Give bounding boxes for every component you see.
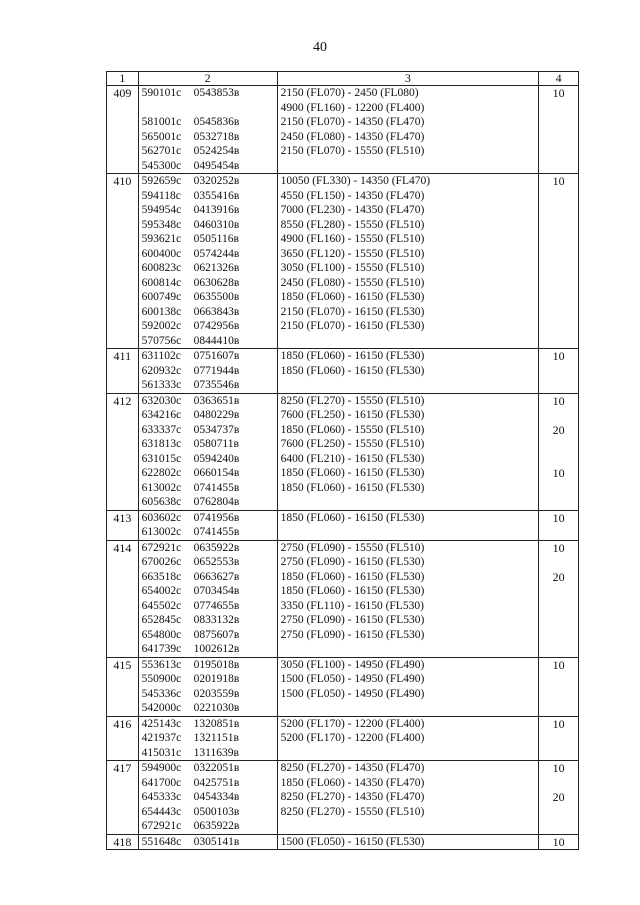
value [539,437,578,452]
coordinate-line [142,599,275,614]
latitude: 654443c [141,805,182,818]
coordinate-line [142,731,275,746]
longitude: 0460310в [193,218,240,231]
longitude: 0621326в [193,262,240,274]
value-cell [539,657,579,716]
latitude: 595348c [141,218,182,231]
longitude: 0635922в [193,820,240,832]
coordinate-line [142,776,275,791]
latitude: 645333c [141,791,182,803]
coordinate-line [142,305,275,320]
altitude-range: 1500 (FL050) - 14950 (FL490) [280,687,425,700]
row-id-cell [107,761,139,835]
coordinate-line [142,790,275,805]
table-row [107,657,579,716]
latitude: 592002c [141,320,182,332]
altitude-range: 2750 (FL090) - 16150 (FL530) [280,628,425,641]
coordinate-line [142,452,275,467]
coordinate-line [142,835,275,850]
coordinate-line [142,687,275,702]
coordinate-line [142,349,275,364]
row-id-cell [107,86,139,174]
longitude: 0771944в [193,364,240,377]
altitude-range: 5200 (FL170) - 12200 (FL400) [280,732,425,744]
coordinate-line [142,290,275,305]
longitude: 0574244в [193,247,240,260]
coordinate-line [142,144,275,159]
row-id: 413 [113,510,132,525]
longitude: 0500103в [193,805,240,818]
latitude: 652845c [141,614,182,626]
altitude-range: 1850 (FL060) - 16150 (FL530) [280,291,425,303]
altitude-range: 1850 (FL060) - 16150 (FL530) [280,467,425,479]
latitude: 633337c [141,423,182,436]
latitude: 581001c [141,116,182,128]
latitude: 663518c [141,570,182,583]
latitude: 594954c [141,204,182,216]
row-id-cell [107,349,139,394]
longitude: 0305141в [193,835,240,848]
longitude: 0203559в [193,687,240,700]
coordinates-cell [138,86,277,174]
value [539,776,578,791]
row-id: 412 [113,393,132,408]
coordinate-line [142,189,275,204]
longitude: 0741455в [193,481,240,494]
longitude: 0844410в [193,334,240,347]
longitude: 0322051в [193,762,240,774]
value: 10 [552,466,565,480]
latitude: 631102c [141,350,181,362]
value: 10 [552,761,565,775]
latitude: 562701c [141,145,182,157]
value-cell [539,174,579,349]
altitude-range: 7000 (FL230) - 14350 (FL470) [280,204,425,216]
page-number: 40 [313,40,327,55]
latitude: 545300c [141,159,182,172]
latitude: 590101c [141,87,182,99]
longitude: 0660154в [193,467,240,479]
table-header [107,72,579,86]
latitude: 415031c [141,746,182,759]
latitude: 603602c [141,511,182,524]
longitude: 0594240в [193,452,240,465]
header-col-3: 3 [277,72,539,86]
latitude: 600749c [141,291,182,303]
altitude-range: 1850 (FL060) - 14350 (FL470) [280,776,425,789]
altitude-range-cell [277,540,539,657]
longitude: 0505116в [193,233,239,245]
value: 10 [552,349,565,363]
altitude-range: 6400 (FL210) - 16150 (FL530) [280,452,425,465]
route-table [106,71,579,850]
longitude: 0543853в [193,87,240,99]
coordinate-line [142,511,275,526]
altitude-range: 2750 (FL090) - 16150 (FL530) [280,614,425,626]
coordinate-line [142,423,275,438]
altitude-range: 2150 (FL070) - 16150 (FL530) [280,305,425,318]
longitude: 0355416в [193,189,240,202]
longitude: 0741956в [193,511,240,524]
coordinate-line [142,247,275,262]
coordinate-line [142,218,275,233]
coordinate-line [142,276,275,291]
altitude-range: 1850 (FL060) - 16150 (FL530) [280,350,425,362]
altitude-range: 1850 (FL060) - 16150 (FL530) [280,570,425,583]
longitude: 0774655в [193,599,240,612]
longitude: 0663843в [193,305,240,318]
longitude: 0221030в [193,702,240,714]
value: 20 [552,569,565,584]
latitude: 645502c [141,599,182,612]
row-id: 414 [113,540,132,555]
coordinates-cell [138,540,277,657]
coordinate-line [142,642,275,657]
altitude-range: 2150 (FL070) - 2450 (FL080) [280,87,419,99]
longitude: 0751607в [193,350,240,362]
latitude: 632030c [141,394,182,407]
coordinates-cell [138,393,277,510]
longitude: 0195018в [193,658,240,671]
value: 10 [552,540,565,555]
altitude-range: 1850 (FL060) - 16150 (FL530) [280,511,425,524]
row-id-cell [107,834,139,850]
value: 10 [552,834,565,849]
altitude-range-cell [277,510,539,540]
altitude-range: 8250 (FL270) - 15550 (FL510) [280,394,425,407]
longitude: 0363651в [193,394,240,407]
altitude-range: 5200 (FL170) - 12200 (FL400) [280,717,425,730]
altitude-range: 3050 (FL100) - 14950 (FL490) [280,658,425,671]
coordinate-line [142,437,275,452]
coordinate-line [142,174,275,189]
longitude: 0480229в [193,409,240,421]
value [539,452,578,467]
row-id: 418 [113,834,132,849]
longitude: 0413916в [193,204,240,216]
table-row [107,540,579,657]
latitude: 551648c [141,835,182,848]
longitude: 0833132в [193,614,240,626]
latitude: 622802c [141,467,182,479]
longitude: 0630628в [193,276,240,289]
longitude: 0425751в [193,776,240,789]
coordinate-line [142,717,275,732]
longitude: 1321151в [193,732,239,744]
header-col-2: 2 [138,72,277,86]
coordinate-line [142,408,275,423]
latitude: 672921c [141,541,182,554]
value [539,408,578,423]
latitude: 553613c [141,658,182,671]
coordinate-line [142,115,275,130]
longitude: 0532718в [193,130,240,143]
altitude-range-cell [277,657,539,716]
coordinate-line [142,86,275,101]
latitude: 654800c [141,628,182,641]
altitude-range: 8250 (FL270) - 14350 (FL470) [280,762,425,774]
value: 10 [552,393,565,408]
row-id-cell [107,393,139,510]
coordinate-line [142,378,275,393]
longitude: 0652553в [193,556,240,568]
coordinate-line [142,394,275,409]
latitude: 545336c [141,687,182,700]
altitude-range: 1850 (FL060) - 15550 (FL510) [280,423,425,436]
altitude-range: 2150 (FL070) - 14350 (FL470) [280,116,425,128]
longitude: 0635500в [193,291,240,303]
latitude: 565001c [141,130,182,143]
longitude: 0703454в [193,585,240,597]
coordinates-cell [138,761,277,835]
value-cell [539,510,579,540]
latitude: 542000c [141,702,182,714]
latitude: 425143c [141,717,182,730]
value-cell [539,761,579,835]
latitude: 592659c [141,175,182,187]
coordinate-line [142,672,275,687]
altitude-range: 10050 (FL330) - 14350 (FL470) [280,175,431,187]
value-cell [539,349,579,394]
longitude: 0495454в [193,159,240,172]
altitude-range-cell [277,761,539,835]
altitude-range: 8250 (FL270) - 14350 (FL470) [280,791,425,803]
coordinate-line [142,130,275,145]
altitude-range-cell [277,349,539,394]
altitude-range: 3650 (FL120) - 15550 (FL510) [280,247,425,260]
coordinate-line [142,555,275,570]
latitude: 672921c [141,820,182,832]
coordinate-line [142,701,275,716]
latitude: 641700c [141,776,182,789]
coordinate-line [142,159,275,174]
altitude-range: 1850 (FL060) - 16150 (FL530) [280,364,425,377]
latitude: 654002c [141,585,182,597]
row-id: 411 [113,349,132,363]
latitude: 600400c [141,247,182,260]
altitude-range: 3050 (FL100) - 15550 (FL510) [280,262,425,274]
longitude: 0742956в [193,320,240,332]
longitude: 0534737в [193,423,240,436]
coordinate-line [142,746,275,761]
table-row [107,393,579,510]
header-col-1: 1 [107,72,139,86]
value-cell [539,540,579,657]
longitude: 0524254в [193,145,240,157]
coordinate-line [142,334,275,349]
coordinate-line [142,466,275,481]
table-row [107,761,579,835]
row-id-cell [107,716,139,761]
value-cell [539,834,579,850]
altitude-range: 1850 (FL060) - 16150 (FL530) [280,481,425,494]
altitude-range: 1500 (FL050) - 14950 (FL490) [280,673,425,685]
row-id: 416 [113,716,132,731]
latitude: 594900c [141,762,182,774]
latitude: 600823c [141,262,182,274]
coordinates-cell [138,349,277,394]
longitude: 0663627в [193,570,240,583]
row-id: 417 [113,761,132,775]
coordinate-line [142,541,275,556]
table-row [107,86,579,174]
latitude: 634216c [141,409,182,421]
longitude: 0635922в [193,541,240,554]
longitude: 0320252в [193,175,240,187]
coordinate-line [142,613,275,628]
altitude-range-cell [277,86,539,174]
longitude: 1320851в [193,717,240,730]
altitude-range: 2450 (FL080) - 14350 (FL470) [280,130,425,143]
longitude: 0545836в [193,116,240,128]
longitude: 0875607в [193,628,240,641]
latitude: 631813c [141,438,182,450]
coordinate-line [142,319,275,334]
altitude-range: 2450 (FL080) - 15550 (FL510) [280,276,425,289]
altitude-range: 1500 (FL050) - 16150 (FL530) [280,835,425,848]
latitude: 631015c [141,452,182,465]
longitude: 0741455в [193,526,240,538]
coordinate-line [142,203,275,218]
row-id-cell [107,657,139,716]
longitude: 0762804в [193,496,240,508]
latitude: 641739c [141,643,182,655]
altitude-range: 4900 (FL160) - 15550 (FL510) [280,233,425,245]
latitude: 605638c [141,496,182,508]
coordinate-line [142,481,275,496]
value: 10 [552,174,565,188]
table-body [107,86,579,850]
altitude-range: 3350 (FL110) - 16150 (FL530) [280,599,424,612]
latitude: 594118c [141,189,181,202]
row-id: 410 [113,174,132,188]
longitude: 1002612в [193,643,240,655]
altitude-range-cell [277,174,539,349]
latitude: 620932c [141,364,182,377]
latitude: 593621c [141,233,182,245]
coordinates-cell [138,174,277,349]
latitude: 670026c [141,556,182,568]
altitude-range-cell [277,716,539,761]
value: 20 [552,790,565,804]
row-id-cell [107,510,139,540]
value: 10 [552,510,565,525]
header-col-4: 4 [539,72,579,86]
altitude-range: 8550 (FL280) - 15550 (FL510) [280,218,425,231]
row-id-cell [107,174,139,349]
value-cell [539,86,579,174]
coordinates-cell [138,657,277,716]
coordinates-cell [138,834,277,850]
altitude-range: 2150 (FL070) - 15550 (FL510) [280,145,425,157]
coordinate-line [142,628,275,643]
longitude: 0580711в [193,438,239,450]
latitude: 600814c [141,276,182,289]
coordinate-line [142,495,275,510]
altitude-range: 7600 (FL250) - 16150 (FL530) [280,409,425,421]
coordinates-cell [138,716,277,761]
altitude-range: 8250 (FL270) - 15550 (FL510) [280,805,425,818]
coordinate-line [142,261,275,276]
altitude-range: 2150 (FL070) - 16150 (FL530) [280,320,425,332]
value: 20 [552,422,565,437]
table-row [107,834,579,850]
latitude: 600138c [141,305,182,318]
coordinate-line [142,761,275,776]
coordinate-line [142,232,275,247]
row-id: 415 [113,657,132,672]
altitude-range-cell [277,834,539,850]
altitude-range: 2750 (FL090) - 16150 (FL530) [280,556,425,568]
coordinate-line [142,584,275,599]
coordinate-line [142,570,275,585]
longitude: 0454334в [193,791,240,803]
latitude: 550900c [141,673,182,685]
latitude: 561333c [141,379,182,391]
value-cell [539,393,579,510]
table-row [107,510,579,540]
latitude: 570756c [141,334,182,347]
value: 10 [552,86,565,100]
coordinate-line [142,805,275,820]
value-cell [539,716,579,761]
value: 10 [552,716,565,731]
coordinate-line [142,101,275,116]
coordinate-line [142,525,275,540]
longitude: 1311639в [193,746,239,759]
value: 10 [552,657,565,672]
coordinate-line [142,819,275,834]
coordinate-line [142,658,275,673]
coordinate-line [142,364,275,379]
row-id: 409 [113,86,132,100]
table-row [107,716,579,761]
header-row [107,72,579,86]
longitude: 0201918в [193,673,240,685]
table-row [107,174,579,349]
altitude-range: 4900 (FL160) - 12200 (FL400) [280,101,425,114]
coordinates-cell [138,510,277,540]
table-row [107,349,579,394]
altitude-range: 2750 (FL090) - 15550 (FL510) [280,541,425,554]
altitude-range: 4550 (FL150) - 14350 (FL470) [280,189,425,202]
altitude-range-cell [277,393,539,510]
longitude: 0735546в [193,379,240,391]
value [539,555,578,570]
latitude: 613002c [141,526,182,538]
altitude-range: 1850 (FL060) - 16150 (FL530) [280,585,425,597]
altitude-range: 7600 (FL250) - 15550 (FL510) [280,438,425,450]
latitude: 421937c [141,732,182,744]
latitude: 613002c [141,481,182,494]
row-id-cell [107,540,139,657]
